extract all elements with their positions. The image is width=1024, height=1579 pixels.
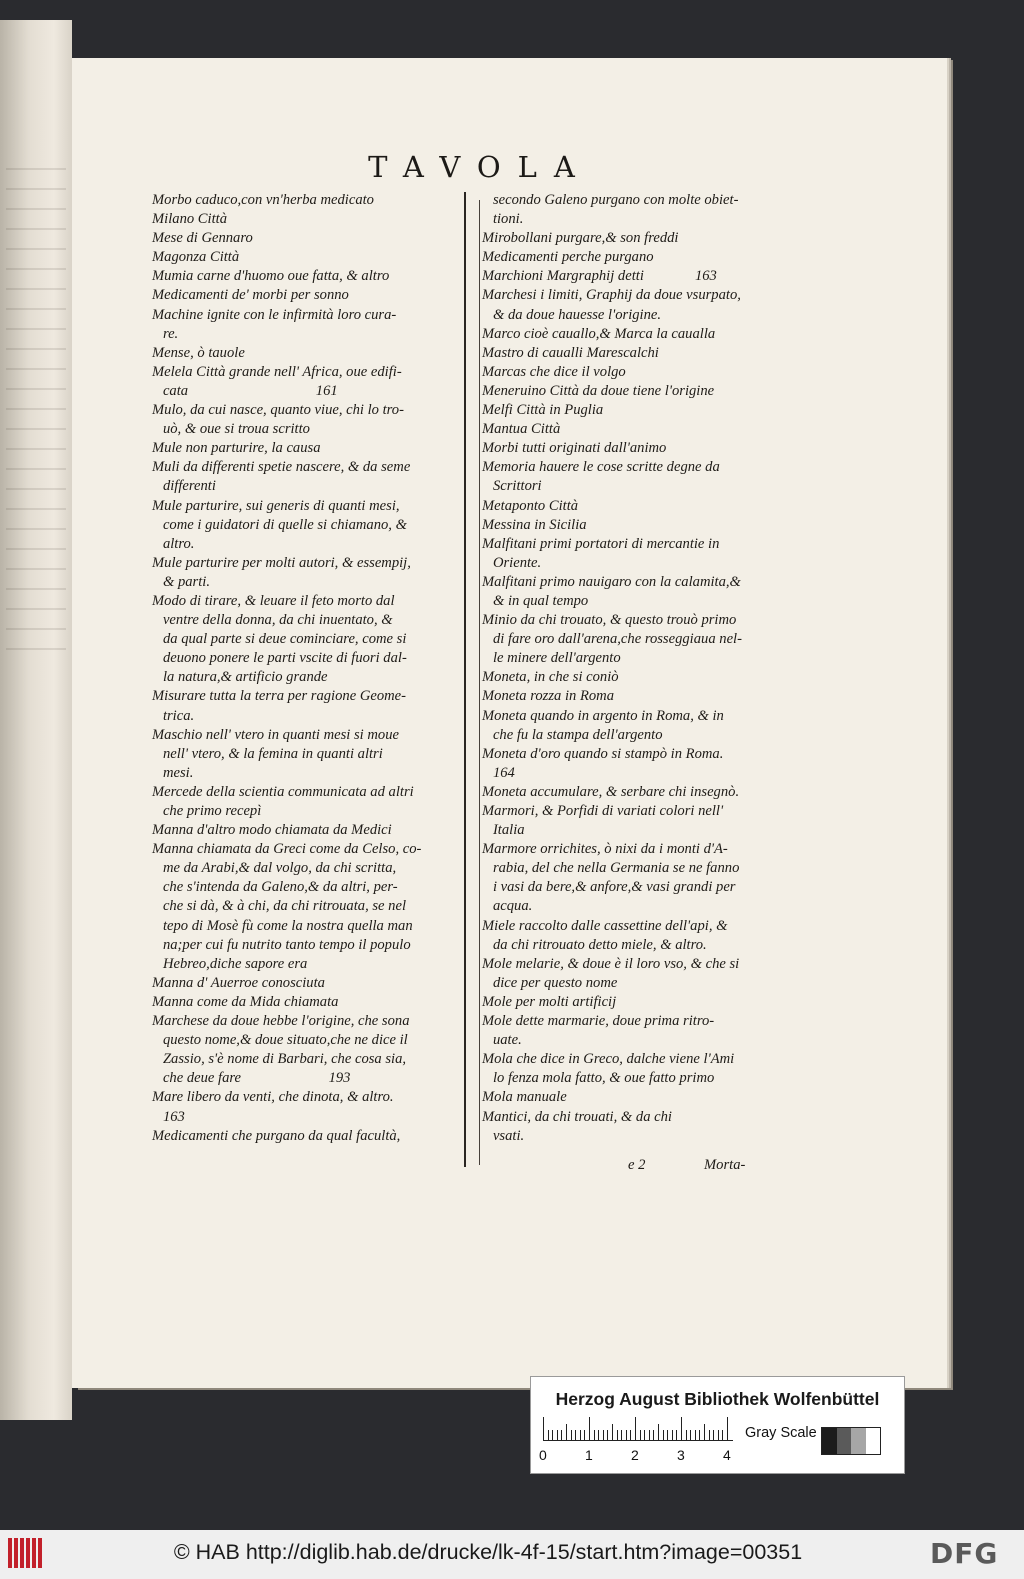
index-entry: Mole per molti artificij	[482, 993, 617, 1010]
ruler-tick	[699, 1430, 700, 1441]
index-entry: Mese di Gennaro	[152, 230, 253, 247]
index-entry: Mare libero da venti, che dinota, & altro.	[152, 1089, 394, 1106]
ruler-tick	[552, 1430, 553, 1441]
index-entry: Zassio, s'è nome di Barbari, che cosa sia,	[152, 1051, 407, 1068]
index-entry: rabia, del che nella Germania se ne fanno	[482, 860, 740, 877]
index-entry: da qual parte si deue cominciare, come si	[152, 631, 407, 648]
index-entry: Manna come da Mida chiamata	[152, 993, 339, 1010]
index-entry: Marchesi i limiti, Graphij da doue vsurpato,	[482, 287, 741, 304]
footer-bar	[0, 1530, 1024, 1579]
index-entry: Memoria hauere le cose scritte degne da	[482, 459, 720, 476]
index-entry: Medicamenti che purgano da qual facultà,	[152, 1127, 401, 1144]
ruler-tick	[589, 1417, 590, 1441]
index-entry: Moneta, in che si coniò	[482, 669, 619, 686]
catchword: Morta-	[704, 1157, 746, 1173]
index-entry: & parti.	[152, 573, 210, 590]
index-entry: Mumia carne d'huomo oue fatta, & altro	[152, 268, 390, 285]
ruler-tick	[690, 1430, 691, 1441]
index-entry: Melela Città grande nell' Africa, oue edifi-	[152, 363, 402, 380]
index-entry: Mule non parturire, la causa	[152, 440, 321, 457]
gray-swatch	[822, 1428, 837, 1454]
ruler-tick	[722, 1430, 723, 1441]
ruler-tick	[617, 1430, 618, 1441]
index-entry: mesi.	[152, 764, 194, 781]
index-entry: Meneruino Città da doue tiene l'origine	[482, 382, 715, 399]
index-entry: Mastro di caualli Marescalchi	[482, 344, 659, 361]
scale-number: 4	[723, 1447, 731, 1463]
scale-number: 1	[585, 1447, 593, 1463]
index-entry: Mola che dice in Greco, dalche viene l'Ami	[482, 1051, 735, 1068]
gray-scale-label: Gray Scale	[745, 1425, 817, 1441]
index-entry: Moneta d'oro quando si stampò in Roma.	[482, 745, 724, 762]
hab-logo-bar	[38, 1538, 42, 1568]
index-entry: Moneta quando in argento in Roma, & in	[482, 707, 724, 724]
index-entry: Moneta accumulare, & serbare chi insegnò.	[482, 783, 740, 800]
index-entry: Mule parturire per molti autori, & essempij,	[152, 554, 411, 571]
index-entry: Hebreo,diche sapore era	[152, 955, 308, 972]
index-entry: Marmore orrichites, ò nixi da i monti d'A-	[482, 841, 728, 858]
index-entry: & in qual tempo	[482, 592, 589, 609]
index-entry: Medicamenti perche purgano	[482, 249, 654, 266]
index-entry: Manna chiamata da Greci come da Celso, co-	[152, 841, 422, 858]
ruler-tick	[649, 1430, 650, 1441]
ruler-tick	[594, 1430, 595, 1441]
ruler-tick	[718, 1430, 719, 1441]
ruler-tick	[557, 1430, 558, 1441]
hab-logo-bar	[32, 1538, 36, 1568]
ruler-tick	[543, 1417, 544, 1441]
institution-name: Herzog August Bibliothek Wolfenbüttel	[555, 1389, 880, 1409]
index-entry: Mulo, da cui nasce, quanto viue, chi lo tro-	[152, 402, 404, 419]
ruler-tick	[653, 1430, 654, 1441]
ruler-tick	[667, 1430, 668, 1441]
index-entry: Maschio nell' vtero in quanti mesi si moue	[152, 726, 399, 743]
hab-logo-bar	[20, 1538, 24, 1568]
index-entry: Moneta rozza in Roma	[482, 688, 615, 705]
index-entry: uate.	[482, 1032, 522, 1049]
index-entry: la natura,& artificio grande	[152, 669, 328, 686]
index-entry: Minio da chi trouato, & questo trouò primo	[482, 612, 737, 629]
calibration-target	[530, 1376, 905, 1474]
index-entry: Mirobollani purgare,& son freddi	[482, 230, 679, 247]
index-entry: Mantua Città	[482, 421, 561, 438]
index-column-right	[482, 191, 790, 1146]
index-entry: re.	[152, 325, 179, 342]
index-entry: Milano Città	[152, 211, 227, 228]
index-entry: Mantici, da chi trouati, & da chi	[482, 1108, 672, 1125]
index-entry: Mule parturire, sui generis di quanti mesi,	[152, 497, 400, 514]
hab-logo-bar	[14, 1538, 18, 1568]
ruler-tick	[695, 1430, 696, 1441]
index-entry: Mole dette marmarie, doue prima ritro-	[482, 1013, 715, 1030]
index-entry: Magonza Città	[152, 249, 240, 266]
ruler-tick	[686, 1430, 687, 1441]
ruler-tick	[658, 1424, 659, 1441]
index-entry: uò, & oue si troua scritto	[152, 421, 310, 438]
index-entry: nell' vtero, & la femina in quanti altri	[152, 745, 383, 762]
index-entry: Morbi tutti originati dall'animo	[482, 440, 667, 457]
index-entry: 164	[482, 764, 515, 781]
index-entry: acqua.	[482, 898, 533, 915]
index-entry: questo nome,& doue situato,che ne dice il	[152, 1032, 408, 1049]
index-entry: Modo di tirare, & leuare il feto morto dal	[152, 592, 395, 609]
index-entry: tioni.	[482, 211, 524, 228]
index-entry: Medicamenti de' morbi per sonno	[152, 287, 349, 304]
index-entry: na;per cui fu nutrito tanto tempo il populo	[152, 936, 411, 953]
index-entry: 163	[152, 1108, 185, 1125]
index-entry: che deue fare 193	[152, 1070, 351, 1087]
index-entry: Messina in Sicilia	[482, 516, 587, 533]
ruler-tick	[709, 1430, 710, 1441]
ruler-tick	[704, 1424, 705, 1441]
index-entry: me da Arabi,& dal volgo, da chi scritta,	[152, 860, 397, 877]
gray-swatch	[851, 1428, 866, 1454]
ruler-tick	[575, 1430, 576, 1441]
signature-mark: e 2	[628, 1157, 646, 1173]
ruler-tick	[621, 1430, 622, 1441]
ruler-tick	[644, 1430, 645, 1441]
ruler-tick	[571, 1430, 572, 1441]
ruler-tick	[626, 1430, 627, 1441]
ruler-tick	[676, 1430, 677, 1441]
gray-scale-swatches	[821, 1427, 881, 1455]
column-divider	[464, 192, 466, 1167]
page-title: TAVOLA	[368, 150, 592, 184]
ruler-tick	[635, 1417, 636, 1441]
index-entry: Mense, ò tauole	[152, 344, 245, 361]
index-entry: i vasi da bere,& anfore,& vasi grandi per	[482, 879, 736, 896]
index-entry: Morbo caduco,con vn'herba medicato	[152, 192, 374, 208]
ruler-tick	[630, 1430, 631, 1441]
scale-number: 2	[631, 1447, 639, 1463]
index-entry: ventre della donna, da chi inuentato, &	[152, 612, 393, 629]
index-entry: Metaponto Città	[482, 497, 579, 514]
index-entry: Manna d'altro modo chiamata da Medici	[152, 822, 392, 839]
facing-page-edge	[0, 20, 72, 1420]
index-entry: differenti	[152, 478, 216, 495]
index-entry: Miele raccolto dalle cassettine dell'api, &	[482, 917, 728, 934]
ruler-tick	[584, 1430, 585, 1441]
index-entry: Marmori, & Porfidi di variati colori nell'	[482, 803, 724, 819]
index-entry: Malfitani primi portatori di mercantie in	[482, 535, 720, 552]
index-entry: Melfi Città in Puglia	[482, 402, 604, 419]
ruler-tick	[663, 1430, 664, 1441]
index-entry: Machine ignite con le infirmità loro cura-	[152, 306, 397, 323]
index-entry: tepo di Mosè fù come la nostra quella man	[152, 917, 413, 934]
ruler-tick	[548, 1430, 549, 1441]
index-column-left	[152, 191, 452, 1146]
facing-page-text-fragment	[6, 150, 66, 650]
ruler-tick	[640, 1430, 641, 1441]
index-entry: che s'intenda da Galeno,& da altri, per-	[152, 879, 398, 896]
index-entry: Malfitani primo nauigaro con la calamita,&	[482, 573, 741, 590]
ruler-tick	[598, 1430, 599, 1441]
index-entry: Misurare tutta la terra per ragione Geome-	[152, 688, 407, 705]
index-entry: che fu la stampa dell'argento	[482, 726, 663, 743]
ruler-tick	[607, 1430, 608, 1441]
index-entry: Oriente.	[482, 554, 542, 571]
index-entry: Italia	[482, 822, 525, 839]
index-entry: Mercede della scientia communicata ad altri	[152, 783, 414, 800]
index-entry: Muli da differenti spetie nascere, & da seme	[152, 459, 411, 476]
index-entry: Scrittori	[482, 478, 542, 495]
index-entry: che primo recepì	[152, 803, 262, 819]
index-entry: Marchioni Margraphij detti 163	[482, 268, 717, 285]
ruler-tick	[672, 1430, 673, 1441]
gray-swatch	[837, 1428, 852, 1454]
index-entry: secondo Galeno purgano con molte obiet-	[482, 192, 739, 208]
ruler-tick	[561, 1430, 562, 1441]
index-entry: da chi ritrouato detto miele, & altro.	[482, 936, 707, 953]
index-entry: dice per questo nome	[482, 974, 618, 991]
index-entry: le minere dell'argento	[482, 650, 621, 667]
gray-swatch	[866, 1428, 881, 1454]
index-entry: come i guidatori di quelle si chiamano, &	[152, 516, 407, 533]
index-entry: lo fenza mola fatto, & oue fatto primo	[482, 1070, 715, 1087]
column-divider-thin	[479, 200, 480, 1165]
index-entry: cata 161	[152, 382, 338, 399]
ruler-tick	[566, 1424, 567, 1441]
hab-logo-icon	[8, 1538, 44, 1568]
index-entry: che si dà, & à chi, da chi ritrouata, se nel	[152, 898, 407, 915]
index-entry: di fare oro dall'arena,che rosseggiaua nel-	[482, 631, 742, 648]
scale-number: 0	[539, 1447, 547, 1463]
index-entry: & da doue hauesse l'origine.	[482, 306, 662, 323]
ruler-tick	[580, 1430, 581, 1441]
index-entry: altro.	[152, 535, 195, 552]
dfg-logo-icon: DFG	[930, 1537, 999, 1570]
ruler-tick	[612, 1424, 613, 1441]
hab-logo-bar	[8, 1538, 12, 1568]
index-entry: trica.	[152, 707, 195, 724]
copyright-link[interactable]: © HAB http://diglib.hab.de/drucke/lk-4f-15/start.htm?image=00351	[173, 1540, 803, 1564]
scale-number: 3	[677, 1447, 685, 1463]
index-entry: Marcas che dice il volgo	[482, 363, 626, 380]
index-entry: deuono ponere le parti vscite di fuori dal-	[152, 650, 407, 667]
index-entry: Manna d' Auerroe conosciuta	[152, 974, 325, 991]
index-entry: vsati.	[482, 1127, 525, 1144]
ruler-tick	[681, 1417, 682, 1441]
hab-logo-bar	[26, 1538, 30, 1568]
ruler-tick	[603, 1430, 604, 1441]
index-entry: Marchese da doue hebbe l'origine, che sona	[152, 1013, 410, 1030]
index-entry: Marco cioè cauallo,& Marca la caualla	[482, 325, 716, 342]
index-entry: Mola manuale	[482, 1089, 567, 1106]
ruler-tick	[713, 1430, 714, 1441]
index-entry: Mole melarie, & doue è il loro vso, & che si	[482, 955, 740, 972]
ruler-tick	[727, 1417, 728, 1441]
scale-ruler	[543, 1417, 733, 1441]
